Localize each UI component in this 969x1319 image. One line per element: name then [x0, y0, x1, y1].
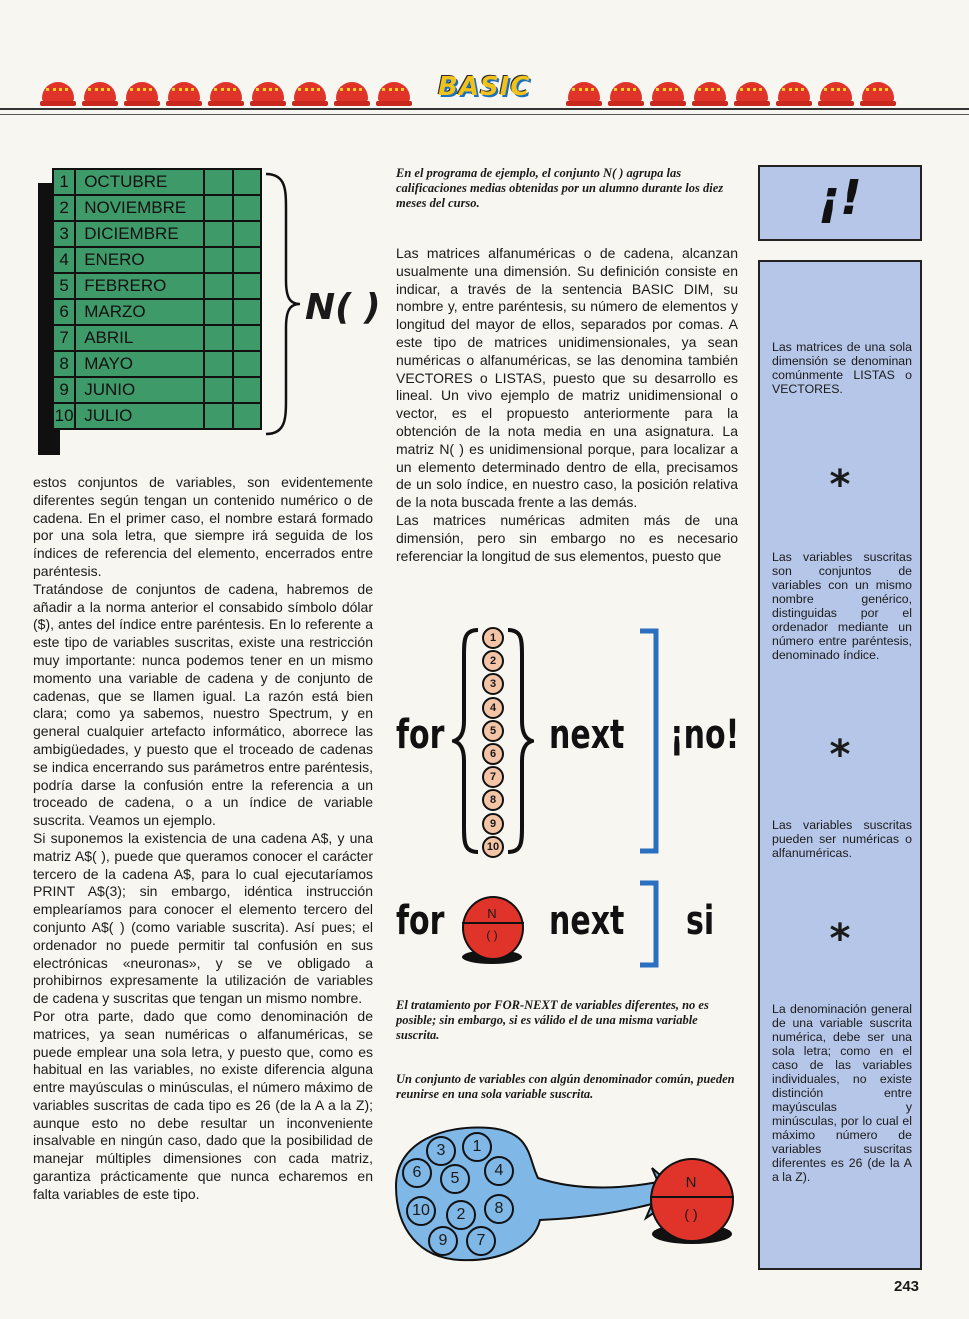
empty-cell [204, 195, 232, 221]
numbered-ring-icon: 6 [482, 743, 504, 765]
sidebar-note: Las variables suscritas son conjuntos de variables con un mismo nombre genérico, distinguidas por el ordenador mediante un número entre paréntesis, denominado índice. [772, 550, 912, 662]
numbered-ring-icon: 5 [482, 720, 504, 742]
numbered-ring-icon: 9 [482, 813, 504, 835]
row-index: 6 [53, 299, 75, 325]
numbered-element-icon: 8 [484, 1194, 514, 1224]
figure-caption-bottom: Un conjunto de variables con algún denominador común, pueden reunirse en una sola variable suscrita. [396, 1072, 735, 1101]
ball-label-bottom: ( ) [684, 1206, 698, 1222]
month-name: MARZO [75, 299, 204, 325]
verdict-yes: si [686, 898, 715, 944]
table-row [53, 169, 261, 195]
sidebar-note: Las variables suscritas pueden ser numéricas o alfanuméricas. [772, 818, 912, 860]
asterisk-icon: * [829, 462, 851, 508]
paragraph: Si suponemos la existencia de una cadena A$, y una matriz A$( ), puede que queramos conocer el carácter tercero de la cadena A$, para lo cual ejecutaríamos PRINT A$(3); sin embargo, idéntica instrucción emplearíamos para conocer el elemento tercero del conjunto A$( ) (como variable suscrita). Así pues; el ordenador no puede permitir tal confusión en sus electrónicas «neuronas», y se ve obligado a prohibirnos expresamente la utilización de variables de cadena y suscritas que tengan un mismo nombre. [33, 829, 373, 1007]
header-ornament-right [566, 72, 896, 106]
figure-caption-middle: El tratamiento por FOR-NEXT de variables diferentes, no es posible; sin embargo, si es válido el de una misma variable suscrita. [396, 998, 709, 1042]
empty-cell [233, 403, 261, 429]
empty-cell [233, 299, 261, 325]
next-keyword: next [549, 712, 625, 758]
asterisk-icon: * [829, 732, 851, 778]
numbered-element-icon: 10 [406, 1196, 436, 1226]
row-index: 1 [53, 169, 75, 195]
numbered-ring-icon: 7 [482, 766, 504, 788]
month-name: MAYO [75, 351, 204, 377]
month-name: JULIO [75, 403, 204, 429]
bracket-icon [636, 628, 660, 854]
empty-cell [204, 377, 232, 403]
header-rule-thin [0, 114, 969, 115]
empty-cell [204, 247, 232, 273]
for-keyword: for [396, 898, 445, 944]
ball-label-top: N [487, 906, 497, 921]
numbered-element-icon: 9 [428, 1226, 458, 1256]
month-name: FEBRERO [75, 273, 204, 299]
row-index: 5 [53, 273, 75, 299]
page-number: 243 [894, 1278, 920, 1295]
row-index: 8 [53, 351, 75, 377]
array-name-label: N( ) [305, 287, 381, 328]
empty-cell [204, 221, 232, 247]
paragraph: Por otra parte, dado que como denominación de matrices, ya sean numéricas o alfanuméricas, se puede emplear una sola letra, y puesto que, como es habitual en las variables, no existe diferencia alguna entre mayúsculas o minúsculas, el número máximo de variables suscritas de cada tipo es 26 (de la A a la Z); aunque esto no debe resultar un inconveniente insalvable en ningún caso, dado que la posibilidad de manejar múltiples dimensiones con cada matriz, garantiza prácticamente que nunca echaremos en falta variables de este tipo. [33, 1007, 373, 1202]
paragraph: Las matrices alfanuméricas o de cadena, alcanzan usualmente una dimensión. Su definición consiste en indicar, a través de la sentencia BASIC DIM, su nombre y, entre paréntesis, su número de elementos y longitud del mayor de ellos, separados por comas. A este tipo de matrices unidimensionales, ya sean numéricas o alfanuméricas, se las denomina también VECTORES o LISTAS, puesto que su desarrollo es lineal. Un vivo ejemplo de matriz unidimensional o vector, es el propuesto anteriormente para la obtención de la nota media en una asignatura. La matriz N( ) es unidimensional porque, para localizar a un elemento determinado dentro de ella, precisamos de un solo índice, en nuestro caso, la posición relativa de la nota buscada frente a las demás. [396, 245, 738, 511]
table-row [53, 299, 261, 325]
numbered-element-icon: 1 [462, 1132, 492, 1162]
empty-cell [233, 247, 261, 273]
numbered-element-icon: 4 [484, 1156, 514, 1186]
paragraph: Las matrices numéricas admiten más de una dimensión, pero sin embargo no es necesario referenciar la longitud de sus elementos, puesto que [396, 511, 738, 564]
numbered-element-icon: 5 [440, 1164, 470, 1194]
row-index: 4 [53, 247, 75, 273]
numbered-element-icon: 6 [402, 1158, 432, 1188]
empty-cell [204, 325, 232, 351]
middle-column-text [396, 245, 738, 565]
month-name: JUNIO [75, 377, 204, 403]
empty-cell [204, 273, 232, 299]
header-rule [0, 108, 969, 110]
numbered-ring-icon: 4 [482, 697, 504, 719]
row-index: 10 [53, 403, 75, 429]
empty-cell [233, 273, 261, 299]
month-name: ABRIL [75, 325, 204, 351]
row-index: 9 [53, 377, 75, 403]
numbered-element-icon: 2 [446, 1200, 476, 1230]
table-row [53, 325, 261, 351]
header-ornament-left [40, 72, 412, 106]
empty-cell [233, 351, 261, 377]
empty-cell [204, 169, 232, 195]
numbered-ring-icon: 10 [482, 836, 504, 858]
ball-label-top: N [685, 1174, 697, 1191]
month-name: NOVIEMBRE [75, 195, 204, 221]
row-index: 2 [53, 195, 75, 221]
table-row [53, 273, 261, 299]
left-column-text [33, 474, 373, 1204]
subscripted-variable-ball-icon [458, 892, 526, 966]
month-array-table [52, 168, 262, 430]
section-logo: BASIC [438, 72, 531, 102]
subscripted-variable-ball-icon [646, 1150, 736, 1260]
row-index: 3 [53, 221, 75, 247]
brace-right-icon [506, 626, 534, 856]
brace-icon [262, 170, 302, 438]
month-name: ENERO [75, 247, 204, 273]
month-name: OCTUBRE [75, 169, 204, 195]
empty-cell [233, 169, 261, 195]
empty-cell [233, 325, 261, 351]
month-name: DICIEMBRE [75, 221, 204, 247]
table-row [53, 195, 261, 221]
empty-cell [233, 377, 261, 403]
ball-label-bottom: ( ) [486, 928, 498, 942]
table-row [53, 351, 261, 377]
numbered-element-icon: 3 [426, 1136, 456, 1166]
empty-cell [204, 403, 232, 429]
exclamation-icon: ¡! [818, 170, 862, 226]
numbered-ring-icon: 1 [482, 627, 504, 649]
numbered-ring-icon: 2 [482, 650, 504, 672]
figure-caption-top: En el programa de ejemplo, el conjunto N( ) agrupa las calificaciones medias obtenidas por un alumno durante los diez meses del curso. [396, 166, 724, 210]
row-index: 7 [53, 325, 75, 351]
for-keyword: for [396, 712, 445, 758]
paragraph: Tratándose de conjuntos de cadena, habremos de añadir a la norma anterior el consabido símbolo dólar ($), antes del índice entre paréntesis. En lo referente a este tipo de variables suscritas, existe una restricción muy importante: nunca podemos tener en un mismo momento una variable de cadena y de conjunto de cadenas, que se llamen igual. La razón está bien clara; como ya sabemos, nuestro Spectrum, y en general cualquier artefacto informático, aborrece las ambigüedades, y puesto que el troceado de cadenas se indica encerrando sus parámetros entre paréntesis, podría darse la confusión entre la referencia a un troceado de cadena, o a un índice de variable suscrita. Veamos un ejemplo. [33, 580, 373, 829]
table-row [53, 247, 261, 273]
empty-cell [204, 299, 232, 325]
numbered-ring-icon: 3 [482, 673, 504, 695]
table-row [53, 221, 261, 247]
empty-cell [233, 221, 261, 247]
bracket-icon [636, 880, 660, 968]
empty-cell [233, 195, 261, 221]
brace-left-icon [452, 626, 480, 856]
sidebar-note: La denominación general de una variable suscrita numérica, debe ser una sola letra; como en el caso de las variables individuales, no existe distinción entre mayúsculas y minúsculas, por lo cual el máximo número de variables suscritas diferentes es 26 (de la A a la Z). [772, 1002, 912, 1184]
table-row [53, 403, 261, 429]
verdict-no: ¡no! [670, 712, 740, 758]
numbered-ring-icon: 8 [482, 789, 504, 811]
next-keyword: next [549, 898, 625, 944]
table-row [53, 377, 261, 403]
empty-cell [204, 351, 232, 377]
paragraph: estos conjuntos de variables, son evidentemente diferentes según tengan un contenido numérico o de cadena. En el primer caso, el nombre estará formado por una sola letra, que siempre irá seguida de los índices de referencia del elemento, encerrados entre paréntesis. [33, 474, 373, 579]
asterisk-icon: * [829, 916, 851, 962]
sidebar-note: Las matrices de una sola dimensión se denominan comúnmente LISTAS o VECTORES. [772, 340, 912, 396]
numbered-element-icon: 7 [466, 1226, 496, 1256]
